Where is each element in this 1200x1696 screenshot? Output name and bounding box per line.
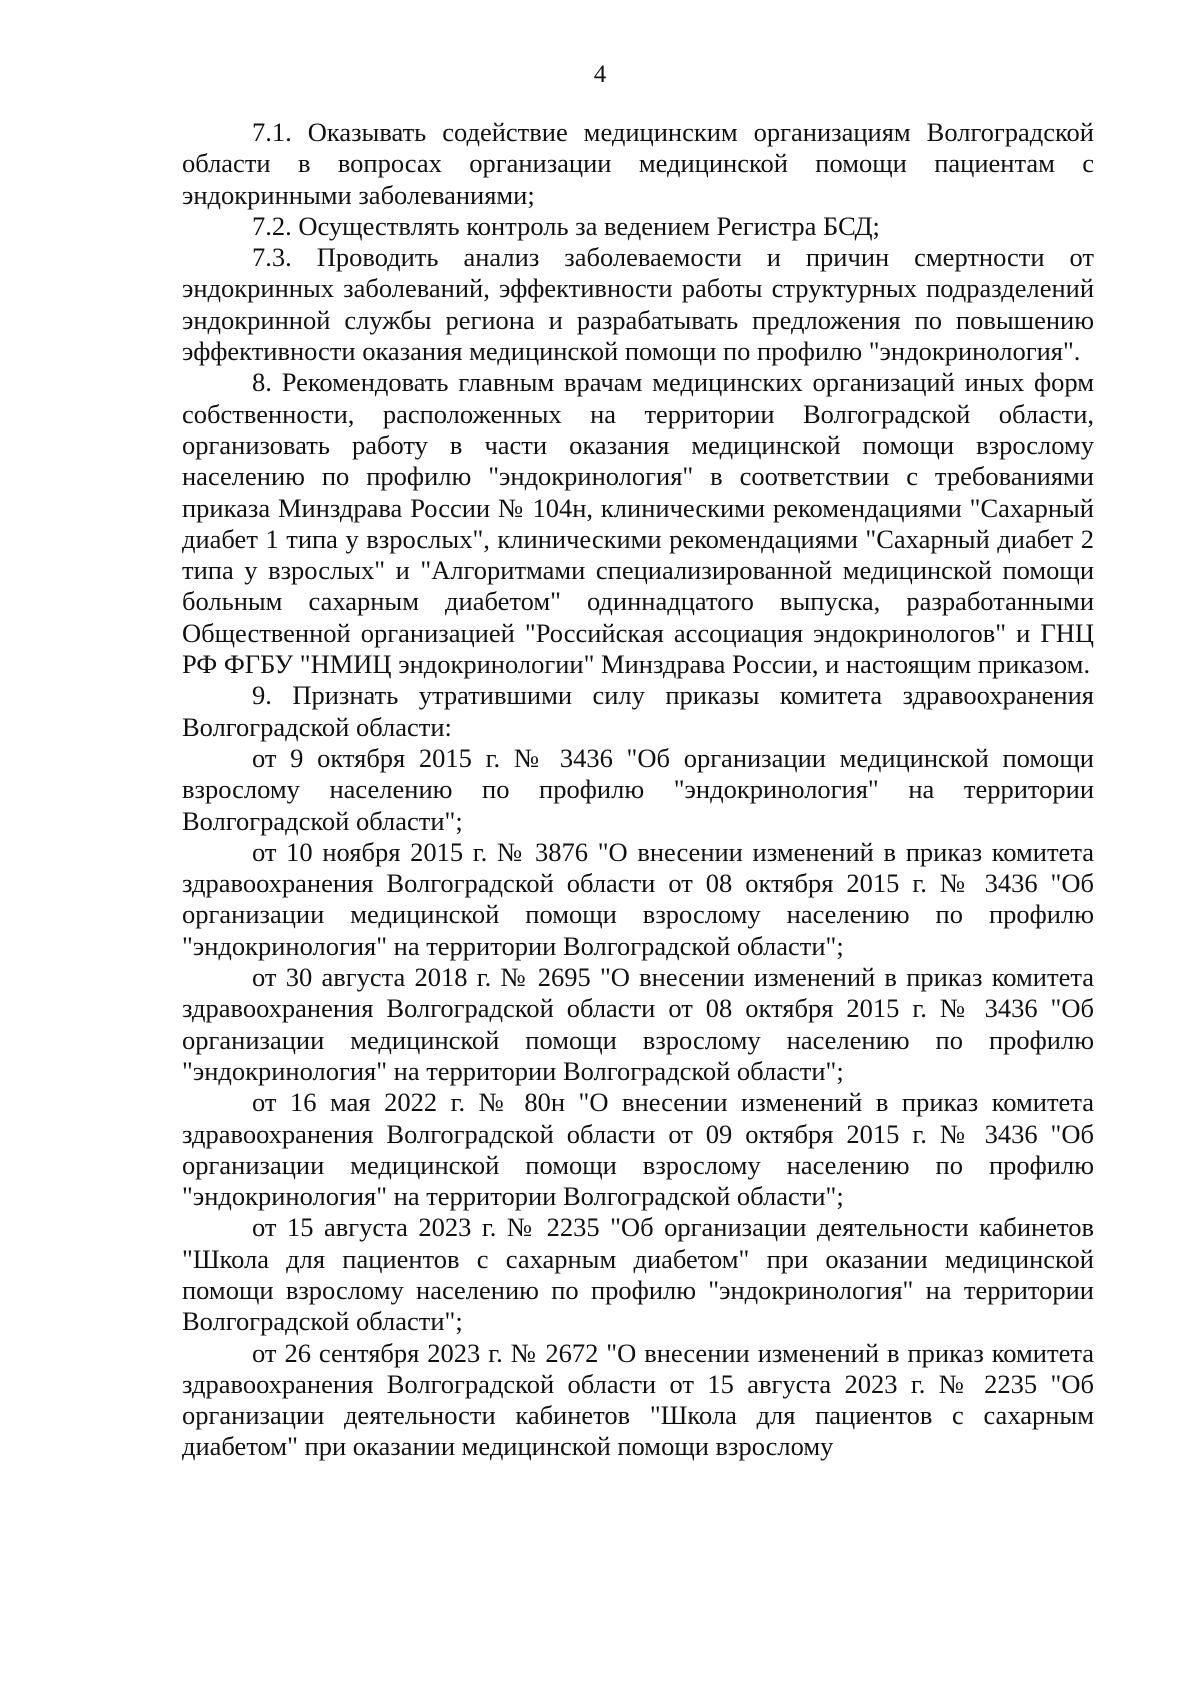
repealed-order-item: от 9 октября 2015 г. № 3436 "Об организации медицинской помощи взрослому населению по профилю "эндокринология" на территории Волгоградской области";: [182, 742, 1094, 836]
document-body: [182, 117, 1094, 1463]
paragraph-7-1: 7.1. Оказывать содействие медицинским организациям Волгоградской области в вопросах организации медицинской помощи пациентам с эндокринными заболеваниями;: [182, 117, 1094, 210]
repealed-order-item: от 15 августа 2023 г. № 2235 "Об организации деятельности кабинетов "Школа для пациентов с сахарным диабетом" при оказании медицинской помощи взрослому населению по профилю "эндокринология" на территории Волгоградской области";: [182, 1212, 1094, 1337]
repealed-order-item: от 30 августа 2018 г. № 2695 "О внесении изменений в приказ комитета здравоохранения Волгоградской области от 08 октября 2015 г. № 3436 "Об организации медицинской помощи взрослому населению по профилю "эндокринология" на территории Волгоградской области";: [182, 962, 1094, 1086]
repealed-order-item: от 16 мая 2022 г. № 80н "О внесении изменений в приказ комитета здравоохранения Волгоградской области от 09 октября 2015 г. № 3436 "Об организации медицинской помощи взрослому населению по профилю "эндокринология" на территории Волгоградской области";: [182, 1087, 1094, 1212]
paragraph-8: 8. Рекомендовать главным врачам медицинских организаций иных форм собственности, расположенных на территории Волгоградской области, организовать работу в части оказания медицинской помощи взрослому населению по профилю "эндокринология" в соответствии с требованиями приказа Минздрава России № 104н, клиническими рекомендациями "Сахарный диабет 1 типа у взрослых", клиническими рекомендациями "Сахарный диабет 2 типа у взрослых" и "Алгоритмами специализированной медицинской помощи больным сахарным диабетом" одиннадцатого выпуска, разработанными Общественной организацией "Российская ассоциация эндокринологов" и ГНЦ РФ ФГБУ "НМИЦ эндокринологии" Минздрава России, и настоящим приказом.: [182, 367, 1094, 680]
repealed-order-item: от 26 сентября 2023 г. № 2672 "О внесении изменений в приказ комитета здравоохранения Волгоградской области от 15 августа 2023 г. № 2235 "Об организации деятельности кабинетов "Школа для пациентов с сахарным диабетом" при оказании медицинской помощи взрослому: [182, 1337, 1094, 1462]
page-number: 4: [593, 61, 607, 88]
paragraph-7-2: 7.2. Осуществлять контроль за ведением Регистра БСД;: [252, 210, 880, 241]
repealed-order-item: от 10 ноября 2015 г. № 3876 "О внесении изменений в приказ комитета здравоохранения Волгоградской области от 08 октября 2015 г. № 3436 "Об организации медицинской помощи взрослому населению по профилю "эндокринология" на территории Волгоградской области";: [182, 836, 1094, 961]
paragraph-7-3: 7.3. Проводить анализ заболеваемости и причин смертности от эндокринных заболеваний, эффективности работы структурных подразделений эндокринной службы региона и разрабатывать предложения по повышению эффективности оказания медицинской помощи по профилю "эндокринология".: [182, 242, 1094, 367]
paragraph-9: 9. Признать утратившими силу приказы комитета здравоохранения Волгоградской области:: [182, 680, 1094, 742]
